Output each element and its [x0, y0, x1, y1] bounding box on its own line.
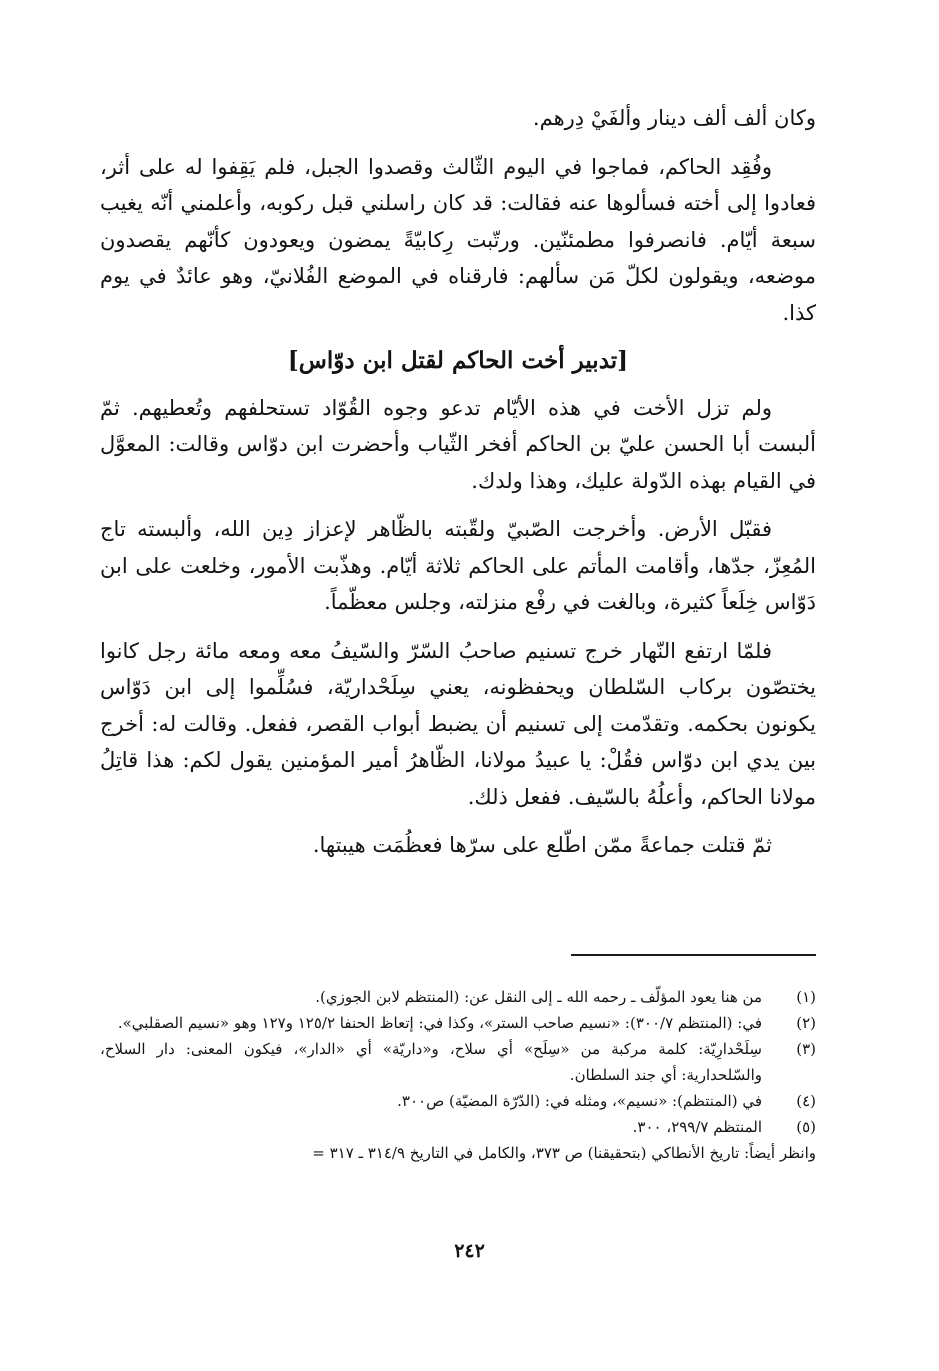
paragraph-5: فلمّا ارتفع النّهار خرج تسنيم صاحبُ السّرّ والسّيفُ معه ومعه مائة رجل كانوا يختصّون بركاب السّلطان ويحفظونه، يعني سِلَحْداريّة، فسُلِّموا إلى ابن دَوّاس يكونون بحكمه. وتقدّمت إلى تسنيم أن يضبط أبواب القصر، ففعل. وقالت له: أخرج بين يدي ابن دوّاس فقُلْ: يا عبيدُ مولانا، الظّاهرُ أمير المؤمنين يقول لكم: هذا قاتِلُ مولانا الحاكم، وأعلُهُ بالسّيف. ففعل ذلك. — [100, 638, 816, 809]
footnotes — [100, 984, 816, 1166]
footnote-text: المنتظم ٢٩٩/٧، ٣٠٠. — [632, 1118, 762, 1136]
main-text — [100, 100, 816, 876]
section-heading: [تدبير أخت الحاكم لقتل ابن دوّاس] — [287, 347, 629, 374]
footnote-text: سِلَحْدارِيّة: كلمة مركبة من «سِلَح» أي سلاح، و«داريّة» أي «الدار»، فيكون المعنى: دار السلاح، والسّلحدارية: أي جند السلطان. — [100, 1040, 762, 1084]
footnote-continuation-text: وانظر أيضاً: تاريخ الأنطاكي (بتحقيقنا) ص ٣٧٣، والكامل في التاريخ ٣١٤/٩ ـ ٣١٧ = — [312, 1144, 816, 1162]
footnote-number: (٥) — [796, 1118, 816, 1136]
footnote-divider — [571, 954, 816, 956]
footnote-4 — [100, 1088, 816, 1114]
footnote-text: من هنا يعود المؤلّف ـ رحمه الله ـ إلى النقل عن: (المنتظم لابن الجوزي). — [315, 988, 762, 1006]
paragraph-1: وكان ألف ألف دينار وألفَيْ دِرهم. — [532, 106, 816, 130]
footnote-continuation — [100, 1140, 816, 1166]
paragraph-3: ولم تزل الأخت في هذه الأيّام تدعو وجوه القُوّاد تستحلفهم وتُعطيهم. ثمّ ألبست أبا الحسن عليّ بن الحاكم أفخر الثّياب وأحضرت ابن دوّاس وقالت: المعوَّل في القيام بهذه الدّولة عليك، وهذا ولدك. — [100, 395, 816, 493]
footnote-text: في: (المنتظم ٣٠٠/٧): «نسيم صاحب الستر»، وكذا في: إتعاظ الحنفا ١٢٥/٢ و١٢٧ وهو «نسيم الصقلبي». — [117, 1014, 762, 1032]
footnote-number: (١) — [796, 988, 816, 1006]
paragraph-4: فقبّل الأرض. وأخرجت الصّبيّ ولقّبته بالظّاهر لإعزاز دِين الله، وألبسته تاج المُعِزّ، جدّها، وأقامت المأتم على الحاكم ثلاثة أيّام. وهذّبت الأمور، وخلعت على ابن دَوّاس خِلَعاً كثيرة، وبالغت في رفْع منزلته، وجلس معظّماً. — [100, 517, 816, 614]
page-number: ٢٤٢ — [454, 1240, 485, 1262]
footnote-1 — [100, 984, 816, 1010]
footnote-5 — [100, 1114, 816, 1140]
paragraph-6: ثمّ قتلت جماعةً ممّن اطّلع على سرّها فعظُمَت هيبتها. — [312, 833, 772, 857]
footnote-number: (٢) — [796, 1014, 816, 1032]
footnote-text: في (المنتظم): «نسيم»، ومثله في: (الدّرّة المضيّة) ص٣٠٠. — [397, 1092, 762, 1110]
footnote-number: (٣) — [796, 1040, 816, 1058]
footnote-2 — [100, 1010, 816, 1036]
footnote-number: (٤) — [796, 1092, 816, 1110]
paragraph-2: وفُقِد الحاكم، فماجوا في اليوم الثّالث وقصدوا الجبل، فلم يَقِفوا له على أثر، فعادوا إلى أخته فسألوها عنه فقالت: قد كان راسلني قبل ركوبه، وأعلمني أنّه يغيب سبعة أيّام. فانصرفوا مطمئنّين. ورتّبت رِكابيّةً يمضون ويعودون كأنّهم يقصدون موضعه، ويقولون لكلّ مَن سألهم: فارقناه في الموضع الفُلانيّ، وهو عائدٌ في يوم كذا. — [100, 154, 816, 325]
footnote-3 — [100, 1036, 816, 1088]
